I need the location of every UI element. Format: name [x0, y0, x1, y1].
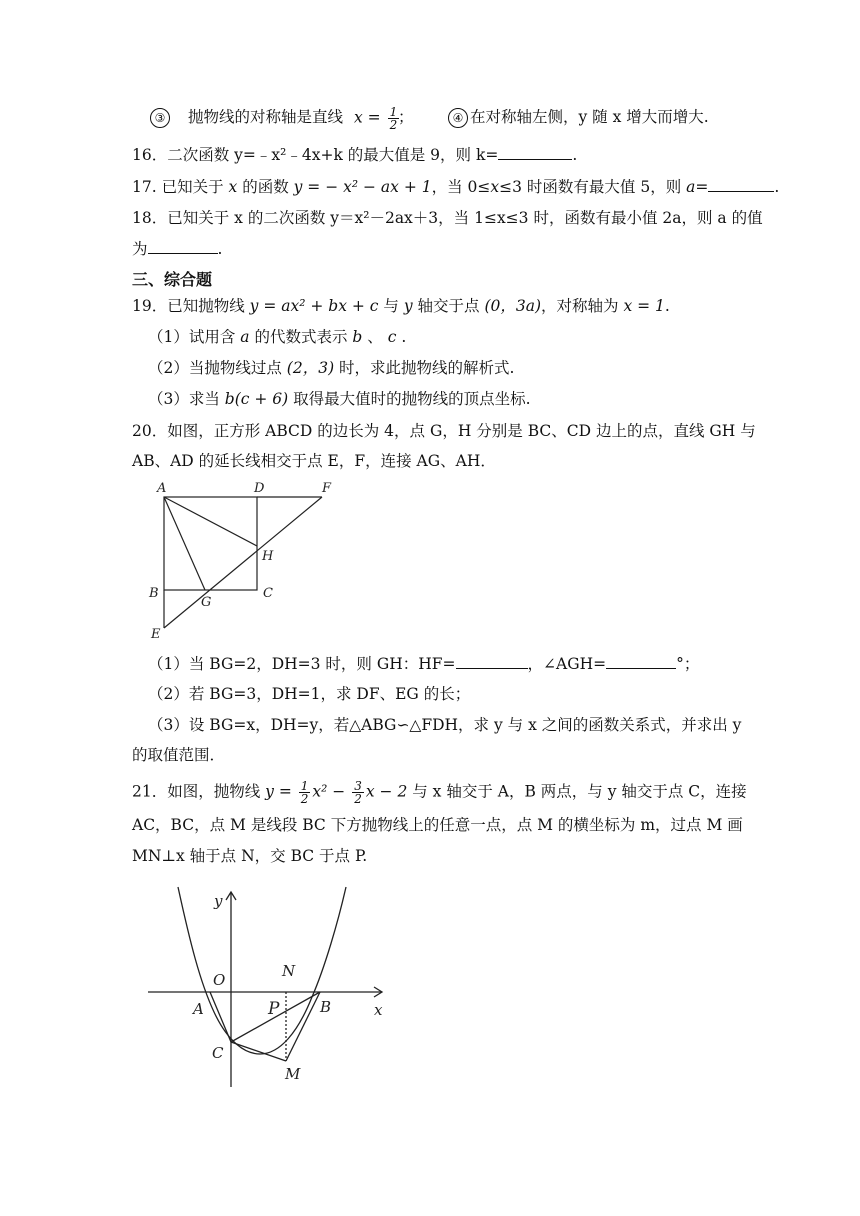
label-B: B — [149, 586, 159, 601]
question-20-part3-line2: 的取值范围． — [132, 746, 226, 764]
question-20-part3-line1: （3）设 BG=x，DH=y，若△ABG∽△FDH，求 y 与 x 之间的函数关系式，并求出 y — [148, 716, 742, 734]
label-y: y — [214, 892, 223, 910]
line-ag — [164, 497, 205, 590]
label-D: D — [254, 481, 265, 496]
label-A: A — [193, 1000, 204, 1018]
label-C: C — [263, 586, 273, 601]
answer-blank-16[interactable] — [498, 143, 572, 160]
option-3-eq: x = — [354, 108, 381, 127]
answer-blank-20-ratio[interactable] — [456, 652, 528, 669]
label-N: N — [282, 962, 296, 980]
semicolon: ； — [398, 108, 414, 126]
question-20-part2: （2）若 BG=3，DH=1，求 DF、EG 的长； — [148, 685, 471, 703]
circled-4: ④ — [448, 108, 468, 128]
fraction-half: $\frac{1}{2}$ — [389, 105, 398, 132]
line-ef — [164, 497, 322, 628]
label-G: G — [201, 595, 212, 610]
question-20-line1: 20．如图，正方形 ABCD 的边长为 4，点 G，H 分别是 BC、CD 边上的点，直线 GH 与 — [132, 422, 756, 440]
square-figure — [0, 475, 860, 645]
segment-bm — [286, 992, 320, 1061]
answer-blank-17[interactable] — [708, 175, 774, 192]
line-ah — [164, 497, 257, 546]
parabola-curve — [178, 887, 346, 1054]
segment-cm — [231, 1042, 286, 1061]
fraction-one-half: $\frac{1}{2}$ — [300, 779, 309, 806]
question-19-part1: （1）试用含 a 的代数式表示 b 、 c . — [148, 328, 407, 346]
answer-blank-18[interactable] — [148, 237, 218, 254]
label-E: E — [151, 627, 161, 642]
option-4-text: 在对称轴左侧，y 随 x 增大而增大. — [470, 108, 709, 126]
question-16: 16．二次函数 y=﹣x²﹣4x+k 的最大值是 9，则 k= . — [132, 143, 860, 166]
question-17: 17. 已知关于 x 的函数 y = − x² − ax + 1，当 0≤x≤3 时函数有最大值 5，则 a= . — [132, 175, 860, 198]
question-18-line1: 18．已知关于 x 的二次函数 y＝x²－2ax＋3，当 1≤x≤3 时，函数有最小值 2a，则 a 的值 — [132, 209, 763, 227]
answer-blank-20-angle[interactable] — [606, 652, 676, 669]
question-20-line2: AB、AD 的延长线相交于点 E，F，连接 AG、AH． — [132, 452, 496, 470]
parabola-figure — [0, 882, 860, 1092]
label-O: O — [213, 971, 226, 989]
label-M: M — [285, 1065, 301, 1083]
label-A: A — [157, 481, 167, 496]
label-B: B — [320, 998, 332, 1016]
label-C: C — [212, 1044, 224, 1062]
square-abcd — [164, 497, 257, 590]
label-F: F — [322, 481, 332, 496]
fraction-three-halves: $\frac{3}{2}$ — [354, 779, 362, 806]
label-P: P — [268, 999, 280, 1019]
option-3-text: 抛物线的对称轴是直线 — [188, 108, 344, 126]
label-H: H — [262, 549, 274, 564]
question-19: 19．已知抛物线 y = ax² + bx + c 与 y 轴交于点 (0，3a)，对称轴为 x = 1. — [132, 297, 670, 315]
circled-3: ③ — [150, 108, 170, 128]
label-x: x — [374, 1001, 383, 1019]
question-21-line2: AC，BC，点 M 是线段 BC 下方抛物线上的任意一点，点 M 的横坐标为 m，过点 M 画 — [132, 816, 743, 834]
question-19-part2: （2）当抛物线过点 (2，3) 时，求此抛物线的解析式. — [148, 359, 515, 377]
question-21-line3: MN⊥x 轴于点 N，交 BC 于点 P. — [132, 847, 368, 865]
question-20-part1: （1）当 BG=2，DH=3 时，则 GH：HF= ，∠AGH= °； — [148, 652, 860, 675]
segment-ac — [210, 992, 231, 1042]
question-19-part3: （3）求当 b(c + 6) 取得最大值时的抛物线的顶点坐标. — [148, 390, 531, 408]
question-21-line1: 21．如图，抛物线 y = $\frac{1}{2}$ x² − $\frac{3}{2}$ x − 2 与 x 轴交于 A，B 两点，与 y 轴交于点 C，连接 — [132, 779, 747, 806]
question-18-line2: 为 . — [132, 237, 860, 260]
section-heading: 三、综合题 — [132, 270, 213, 289]
